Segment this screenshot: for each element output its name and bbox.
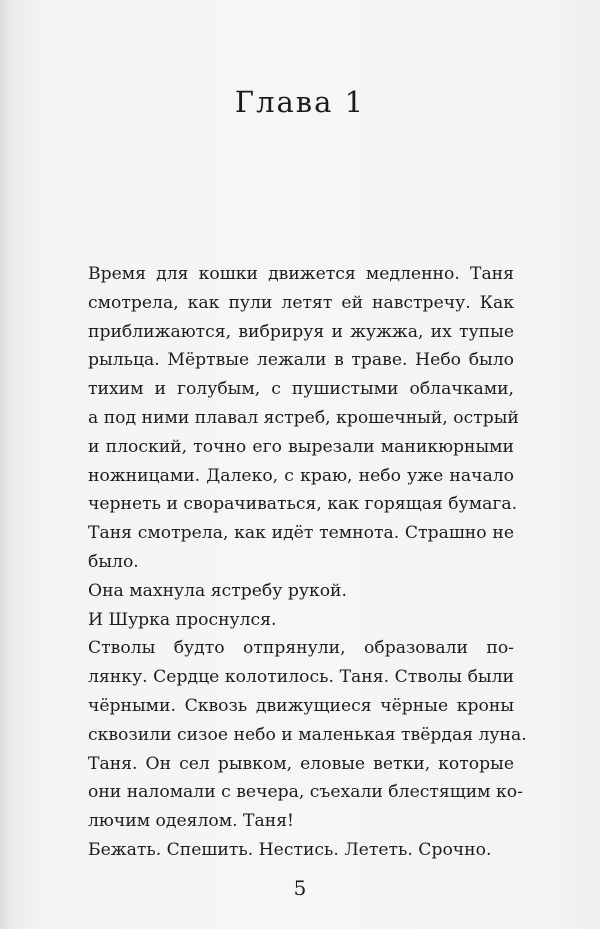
- text-line: Таня смотрела, как идёт темнота. Страшно не: [88, 523, 514, 544]
- text-line: лючим одеялом. Таня!: [88, 811, 294, 832]
- text-line: Таня. Он сел рывком, еловые ветки, которые: [88, 753, 514, 774]
- text-line: Время для кошки движется медленно. Таня: [88, 264, 514, 284]
- text-line: приближаются, вибрируя и жужжа, их тупые: [88, 321, 514, 342]
- paragraph-2: [88, 577, 514, 606]
- text-line: смотрела, как пули летят ей навстречу. Как: [88, 292, 514, 313]
- text-line: Бежать. Спешить. Нестись. Лететь. Срочно.: [88, 839, 492, 860]
- text-line: сквозили сизое небо и маленькая твёрдая луна.: [88, 724, 527, 745]
- text-line: и плоский, точно его вырезали маникюрными: [88, 436, 514, 457]
- text-line: чёрными. Сквозь движущиеся чёрные кроны: [88, 695, 514, 716]
- text-line: рыльца. Мёртвые лежали в траве. Небо было: [88, 350, 514, 371]
- text-line: было.: [88, 551, 139, 572]
- text-line: они наломали с вечера, съехали блестящим ко-: [88, 782, 523, 803]
- text-line: Стволы будто отпрянули, образовали по-: [88, 638, 514, 659]
- text-line: чернеть и сворачиваться, как горящая бумага.: [88, 494, 518, 515]
- text-line: тихим и голубым, с пушистыми облачками,: [88, 379, 514, 400]
- body-text: [88, 260, 527, 865]
- text-line: лянку. Сердце колотилось. Таня. Стволы были: [88, 667, 514, 688]
- paragraph-1: [88, 260, 519, 577]
- chapter-title: Глава 1: [234, 85, 366, 119]
- text-line: а под ними плавал ястреб, крошечный, острый: [88, 407, 519, 428]
- page-number: 5: [293, 876, 307, 900]
- paragraph-3: [88, 606, 514, 635]
- text-line: ножницами. Далеко, с краю, небо уже начало: [88, 465, 514, 486]
- paragraph-5: [88, 836, 514, 865]
- paragraph-4: [88, 634, 527, 836]
- text-line: И Шурка проснулся.: [88, 609, 277, 630]
- text-line: Она махнула ястребу рукой.: [88, 580, 347, 601]
